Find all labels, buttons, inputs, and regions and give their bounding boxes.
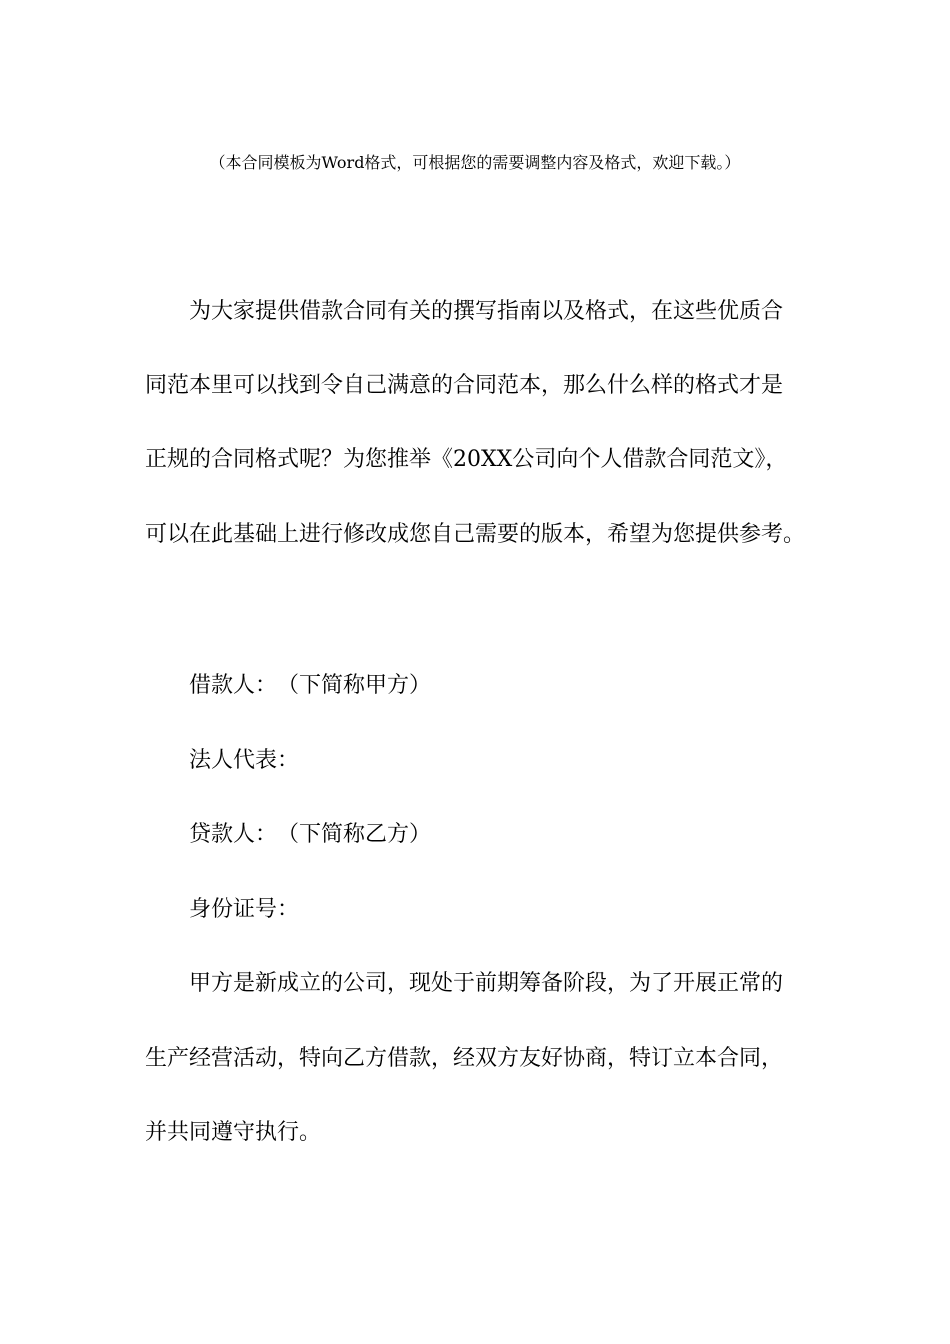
body-line-3: 并共同遵守执行。	[145, 1120, 322, 1145]
id-number-line: 身份证号：	[189, 897, 300, 922]
intro-line-2: 同范本里可以找到令自己满意的合同范本，那么什么样的格式才是	[145, 373, 784, 398]
legal-rep-line: 法人代表：	[189, 748, 300, 773]
intro-line-1: 为大家提供借款合同有关的撰写指南以及格式，在这些优质合	[189, 299, 784, 324]
body-line-2: 生产经营活动，特向乙方借款，经双方友好协商，特订立本合同，	[145, 1046, 784, 1071]
intro-line-4: 可以在此基础上进行修改成您自己需要的版本，希望为您提供参考。	[145, 522, 806, 547]
body-line-1: 甲方是新成立的公司，现处于前期筹备阶段，为了开展正常的	[189, 971, 784, 996]
template-note: （本合同模板为Word格式，可根据您的需要调整内容及格式，欢迎下载。）	[209, 153, 741, 172]
borrower-line: 借款人： （下简称甲方）	[189, 673, 432, 698]
lender-line: 贷款人： （下简称乙方）	[189, 822, 432, 847]
intro-line-3: 正规的合同格式呢？为您推举《20XX公司向个人借款合同范文》，	[145, 447, 788, 472]
